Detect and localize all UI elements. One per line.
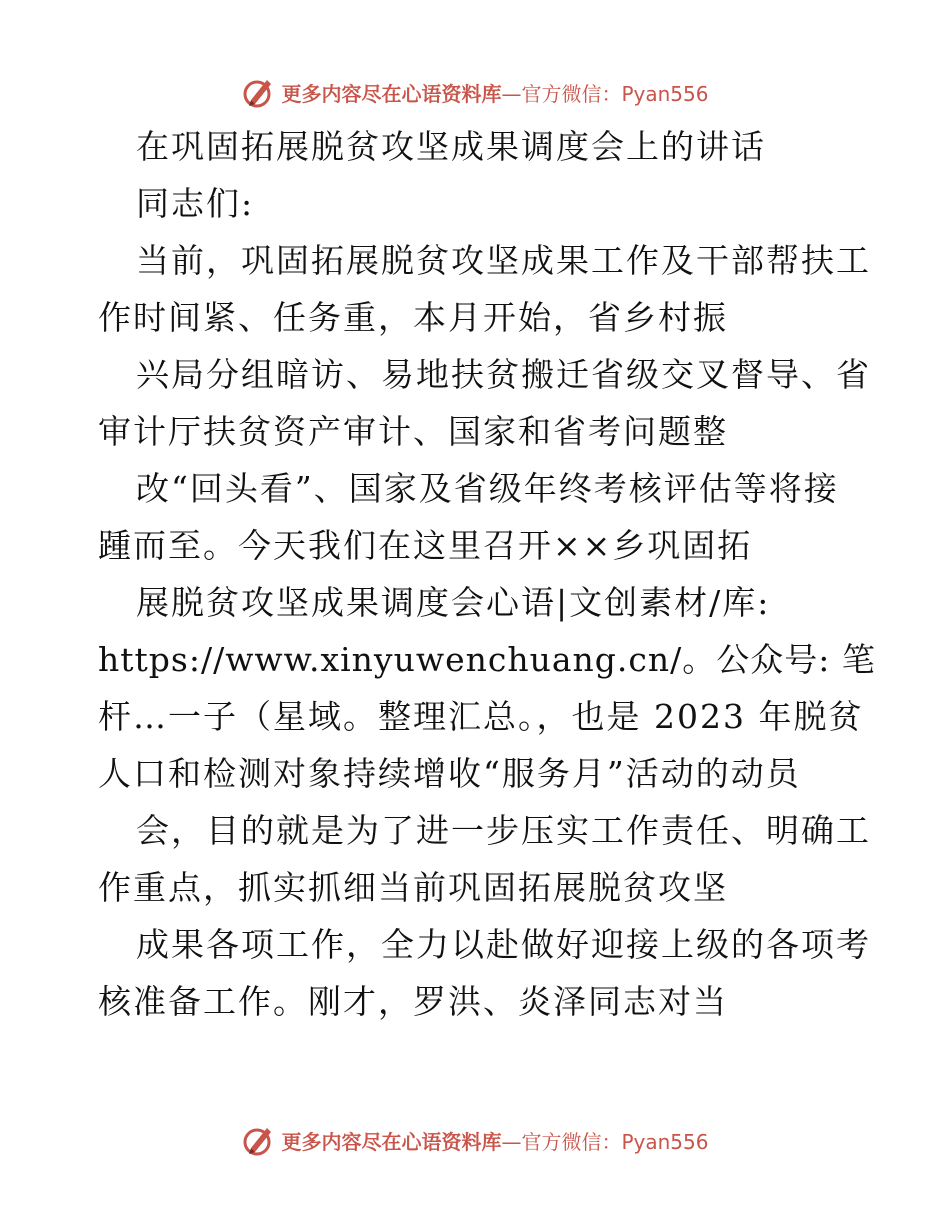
text-line: 作时间紧、任务重，本月开始，省乡村振 bbox=[98, 298, 728, 337]
document-title: 在巩固拓展脱贫攻坚成果调度会上的讲话 bbox=[136, 127, 766, 166]
watermark-contact: 官方微信：Pyan556 bbox=[521, 1129, 709, 1154]
pen-logo-icon bbox=[241, 74, 277, 110]
text-line: https://www.xinyuwenchuang.cn/。公众号: 笔 bbox=[98, 640, 876, 679]
text-line: 作重点，抓实抓细当前巩固拓展脱贫攻坚 bbox=[98, 868, 728, 907]
text-line: 改“回头看”、国家及省级年终考核评估等将接 bbox=[136, 469, 839, 508]
text-line: 核准备工作。刚才，罗洪、炎泽同志对当 bbox=[98, 982, 728, 1021]
text-line: 展脱贫攻坚成果调度会心语|文创素材/库: bbox=[136, 583, 771, 622]
watermark-contact: 官方微信：Pyan556 bbox=[521, 81, 709, 106]
text-line: 当前，巩固拓展脱贫攻坚成果工作及干部帮扶工 bbox=[136, 241, 871, 280]
watermark-main: 更多内容尽在心语资料库 bbox=[281, 81, 502, 106]
header-watermark bbox=[0, 72, 950, 112]
text-line: 同志们: bbox=[136, 184, 255, 223]
watermark-separator: — bbox=[501, 81, 522, 106]
text-line: 兴局分组暗访、易地扶贫搬迁省级交叉督导、省 bbox=[136, 355, 871, 394]
text-line: 成果各项工作，全力以赴做好迎接上级的各项考 bbox=[136, 925, 871, 964]
text-line: 踵而至。今天我们在这里召开××乡巩固拓 bbox=[98, 526, 753, 565]
watermark-main: 更多内容尽在心语资料库 bbox=[281, 1129, 502, 1154]
text-line: 审计厅扶贫资产审计、国家和省考问题整 bbox=[98, 412, 728, 451]
text-line: 会，目的就是为了进一步压实工作责任、明确工 bbox=[136, 811, 871, 850]
watermark-separator: — bbox=[501, 1129, 522, 1154]
text-line: 人口和检测对象持续增收“服务月”活动的动员 bbox=[98, 754, 801, 793]
pen-logo-icon bbox=[241, 1122, 277, 1158]
text-line: 杆…一子（星域。整理汇总。，也是 2023 年脱贫 bbox=[98, 697, 864, 736]
document-body bbox=[98, 122, 876, 1034]
footer-watermark bbox=[0, 1120, 950, 1160]
